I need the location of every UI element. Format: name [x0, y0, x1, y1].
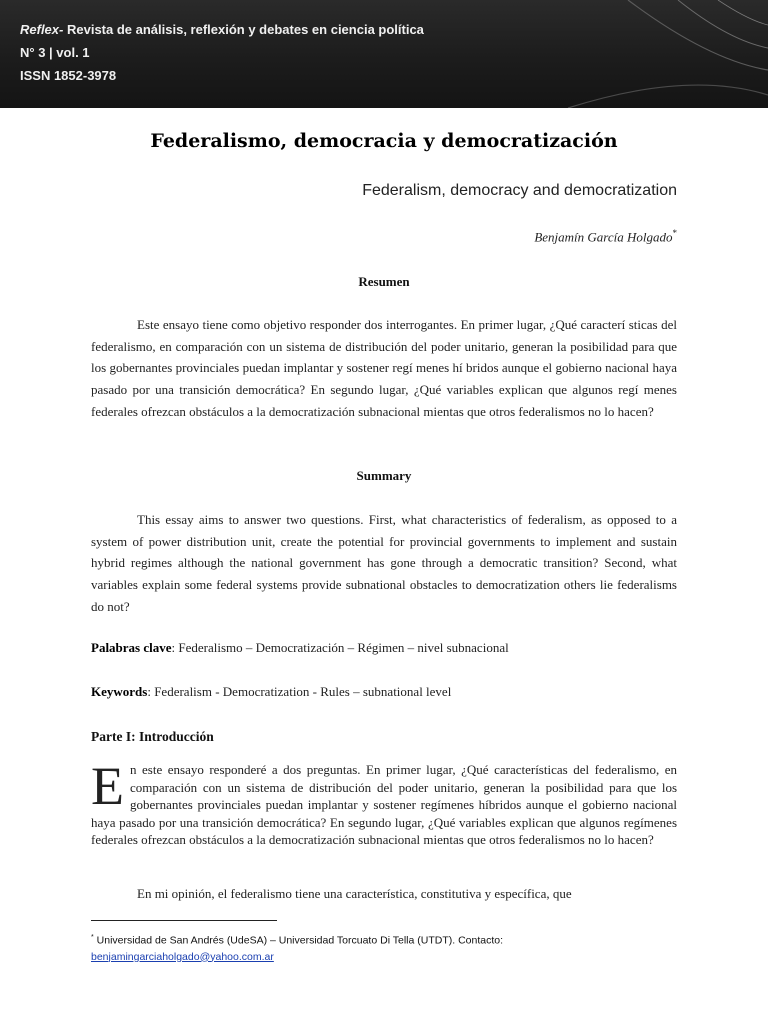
author-name: Benjamín García Holgado	[534, 229, 673, 245]
introduction-text: n este ensayo responderé a dos preguntas. En primer lugar, ¿Qué características del federalismo, en comparación con un sistema de distribución del poder unitario, generan la posibilidad para que los gobernantes provinciales puedan implantar y sostener regímenes híbridos aunque el gobierno nacional haya pasado por una transición democrática? En segundo lugar, ¿Qué variables explican que algunos regímenes federales ofrezcan obstáculos a la democratización subnacional mientas que otros federalismos no lo hacen?	[91, 762, 677, 848]
journal-issue: N° 3 | vol. 1	[20, 45, 90, 60]
article-title: Federalismo, democracia y democratización	[150, 130, 618, 152]
palabras-clave-line	[91, 640, 509, 656]
journal-title-line	[20, 22, 424, 37]
footnote-text: Universidad de San Andrés (UdeSA) – Universidad Torcuato Di Tella (UTDT). Contacto:	[93, 934, 504, 947]
palabras-clave-value: : Federalismo – Democratización – Régimen – nivel subnacional	[171, 640, 509, 655]
introduction-heading: Parte I: Introducción	[91, 729, 214, 744]
keywords-value: : Federalism - Democratization - Rules – subnational level	[147, 684, 452, 699]
contact-email-link[interactable]: benjamingarciaholgado@yahoo.com.ar	[91, 950, 274, 963]
summary-heading: Summary	[356, 468, 412, 483]
drop-cap: E	[91, 756, 124, 816]
introduction-paragraph	[91, 756, 677, 849]
resumen-paragraph: Este ensayo tiene como objetivo responder dos interrogantes. En primer lugar, ¿Qué caracterí sticas del federalismo, en comparación con un sistema de distribución del poder unitario, generan la posibilidad para que los gobernantes provinciales puedan implantar y sostener regí menes hí bridos aunque el gobierno nacional haya pasado por una transición democrática? En segundo lugar, ¿Qué variables explican que algunos regí menes federales ofrezcan obstáculos a la democratización subnacional mientas que otros federalismos no lo hacen?	[91, 317, 677, 419]
journal-brand: Reflex-	[20, 22, 64, 37]
article-subtitle: Federalism, democracy and democratization	[362, 182, 677, 199]
author-footnote-mark[interactable]: *	[672, 228, 677, 238]
footnote-divider	[91, 920, 277, 921]
resumen-heading: Resumen	[358, 274, 410, 289]
palabras-clave-label: Palabras clave	[91, 640, 172, 655]
opinion-paragraph: En mi opinión, el federalismo tiene una característica, constitutiva y específica, que	[137, 886, 572, 901]
footnote	[91, 930, 691, 965]
journal-header	[0, 0, 768, 108]
journal-issn: ISSN 1852-3978	[20, 68, 117, 83]
article-author	[534, 228, 677, 245]
keywords-line	[91, 684, 451, 700]
summary-paragraph: This essay aims to answer two questions. First, what characteristics of federalism, as opposed to a system of power distribution unit, create the potential for provincial governments to implement and sustain hybrid regimes although the national government has gone through a democratic transition? Second, what variables explain some federal systems provide subnational obstacles to democratization others lie federalisms do not?	[91, 512, 677, 614]
keywords-label: Keywords	[91, 684, 148, 699]
footnote-mark: *	[91, 934, 94, 941]
decorative-arcs	[508, 0, 768, 108]
journal-title: Revista de análisis, reflexión y debates en ciencia política	[66, 22, 424, 37]
